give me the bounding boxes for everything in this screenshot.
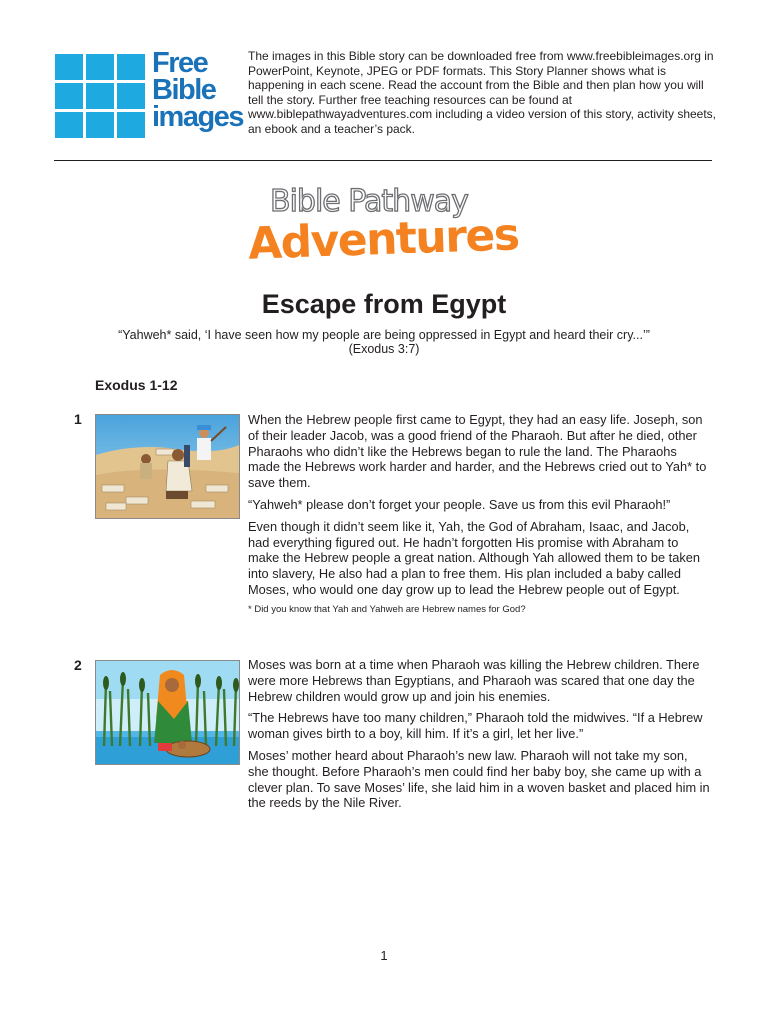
scene-2-text	[248, 657, 710, 817]
scene-number: 2	[74, 657, 82, 673]
quote-text: “Yahweh* said, ‘I have seen how my people are being oppressed in Egypt and heard their cry...’”	[118, 328, 650, 342]
quote-reference: (Exodus 3:7)	[348, 342, 420, 356]
logo-line-1: Free	[152, 47, 208, 79]
intro-text: The images in this Bible story can be downloaded free from www.freebibleimages.org in PowerPoint, Keynote, JPEG or PDF formats. This Story Planner shows what is happening in each scene. Read the account from the Bible and then plan how you will tell the story. Further free teaching resources can be found at www.biblepathwayadventures.com including a video version of this story, activity sheets, an ebook and a teacher’s pack.	[248, 49, 717, 136]
free-bible-images-logo	[55, 47, 243, 140]
header-divider	[54, 160, 712, 161]
logo-line-2: Bible	[152, 74, 216, 106]
scene-paragraph: Moses’ mother heard about Pharaoh’s new law. Pharaoh will not take my son, she thought. Before Pharaoh’s men could find her baby boy, she came up with a clever plan. To save Moses’ life, she laid him in a woven basket and placed him in the reeds by the Nile River.	[248, 747, 710, 811]
scene-paragraph: Even though it didn’t seem like it, Yah, the God of Abraham, Isaac, and Jacob, had everything figured out. He hadn’t forgotten His promise with Abraham to make the Hebrew people a great nation. Although Yah allowed them to be taken into slavery, He also had a plan to free them. His plan included a baby called Moses, who would one day grow up to lead the Hebrew people out of Egypt.	[248, 518, 700, 597]
logo-wordmark	[152, 47, 243, 133]
brand-bottom-text: Adventures	[247, 209, 520, 270]
scene-1-text	[248, 412, 710, 616]
footnote: * Did you know that Yah and Yahweh are Hebrew names for God?	[248, 603, 526, 615]
scene-paragraph: “Yahweh* please don’t forget your people. Save us from this evil Pharaoh!”	[248, 496, 671, 512]
scene-paragraph: “The Hebrews have too many children,” Pharaoh told the midwives. “If a Hebrew woman gives birth to a boy, kill him. If it’s a girl, let her live.”	[248, 710, 703, 742]
scene-number: 1	[74, 411, 82, 427]
scene-paragraph: When the Hebrew people first came to Egypt, they had an easy life. Joseph, son of their leader Jacob, was a good friend of the Pharaoh. But after he died, other Pharaohs who didn’t like the Hebrews began to rule the land. The Pharaohs made the Hebrews work harder and harder, and the Hebrews cried out to Yah* to save them.	[248, 412, 707, 491]
scene-paragraph: Moses was born at a time when Pharaoh was killing the Hebrew children. There were more Hebrews than Egyptians, and Pharaoh was scared that one day the Hebrew children would grow up and join his enemies.	[248, 657, 700, 704]
section-label: Exodus 1-12	[95, 377, 178, 393]
scene-2-illustration	[95, 660, 240, 765]
brand-top-text: Bible Pathway	[270, 184, 468, 219]
bible-pathway-adventures-logo	[240, 184, 530, 276]
opening-quote	[80, 328, 688, 356]
page-title: Escape from Egypt	[261, 289, 507, 319]
logo-line-3: images	[152, 101, 243, 133]
scene-1-illustration	[95, 414, 240, 519]
logo-grid-icon	[55, 54, 145, 136]
page-number: 1	[380, 948, 388, 963]
